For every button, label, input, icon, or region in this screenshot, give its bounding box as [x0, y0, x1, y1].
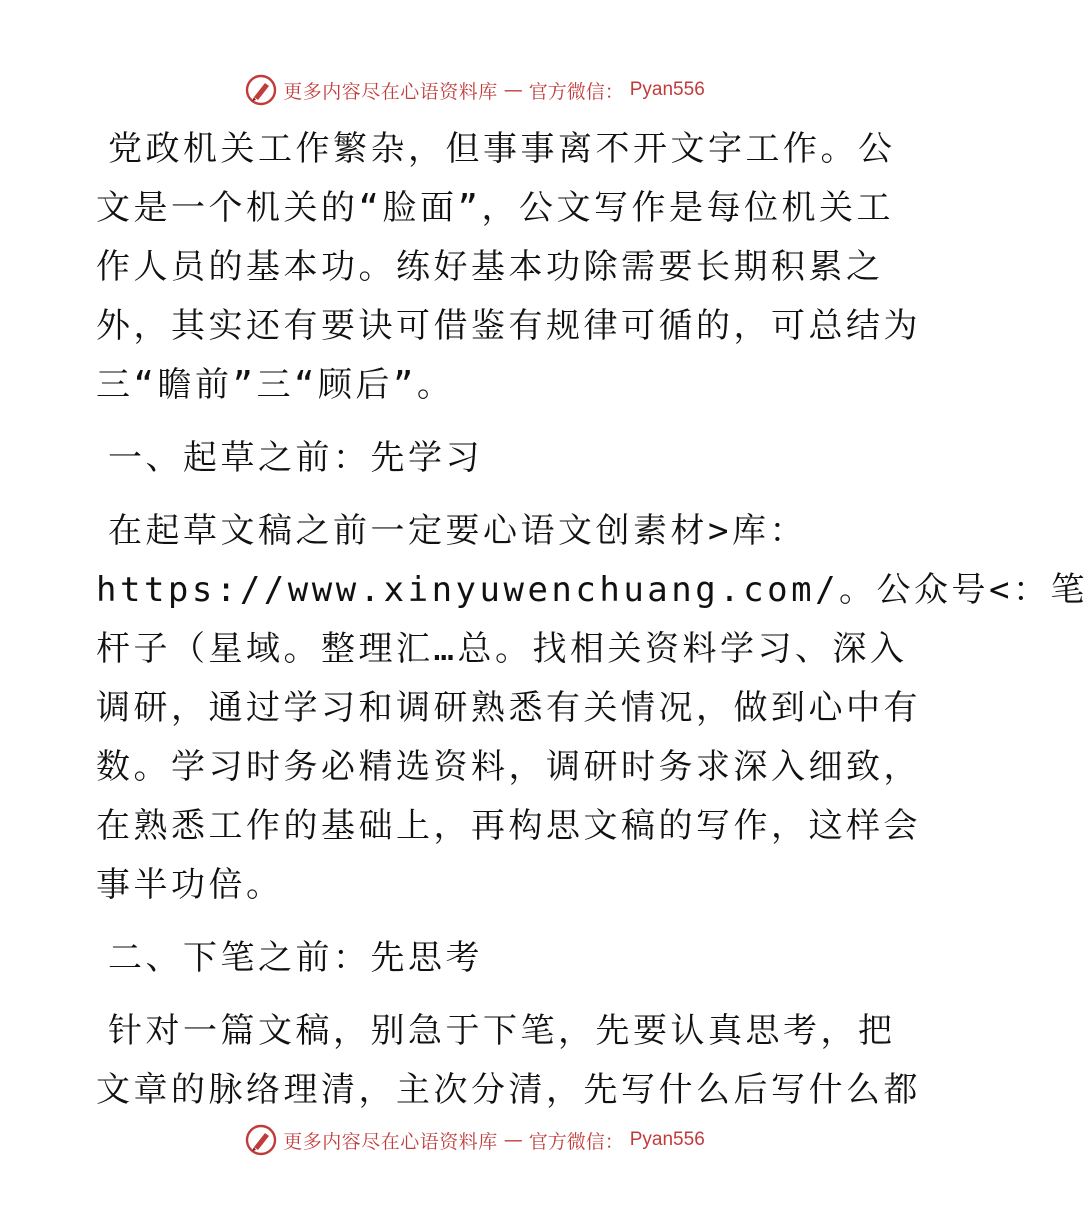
para2-line: 调研，通过学习和调研熟悉有关情况，做到心中有: [96, 688, 921, 728]
para1-line: 党政机关工作繁杂，但事事离不开文字工作。公: [108, 129, 896, 169]
para1-line: 作人员的基本功。练好基本功除需要长期积累之: [96, 247, 884, 287]
footer-text: 更多内容尽在心语资料库: [283, 1130, 498, 1153]
para3-line: 针对一篇文稿，别急于下笔，先要认真思考，把: [108, 1011, 896, 1051]
footer-wechat-id: Pyan556: [629, 1129, 705, 1150]
section-heading-2: 二、下笔之前：先思考: [108, 938, 483, 978]
para2-line: 在起草文稿之前一定要心语文创素材>库：: [108, 511, 807, 551]
header-wechat-id: Pyan556: [629, 79, 705, 100]
para1-line: 三“瞻前”三“顾后”。: [96, 365, 455, 405]
header-banner: [0, 73, 950, 107]
pen-logo-icon: [245, 1124, 277, 1156]
footer-dash: —: [503, 1129, 523, 1151]
pen-logo-icon: [245, 74, 277, 106]
section-heading-1: 一、起草之前：先学习: [108, 438, 483, 478]
para2-line: https://www.xinyuwenchuang.com/。公众号<：笔: [96, 570, 1088, 610]
header-dash: —: [503, 79, 523, 101]
para2-line: 在熟悉工作的基础上，再构思文稿的写作，这样会: [96, 806, 921, 846]
footer-wechat-label: 官方微信：: [528, 1130, 624, 1153]
para2-line: 事半功倍。: [96, 865, 284, 905]
para3-line: 文章的脉络理清，主次分清，先写什么后写什么都: [96, 1070, 921, 1110]
para2-line: 数。学习时务必精选资料，调研时务求深入细致，: [96, 747, 921, 787]
para2-line: 杆子（星域。整理汇…总。找相关资料学习、深入: [96, 629, 908, 669]
header-wechat-label: 官方微信：: [528, 80, 624, 103]
footer-banner: [0, 1123, 950, 1157]
header-text: 更多内容尽在心语资料库: [283, 80, 498, 103]
body-content: [96, 120, 1088, 1120]
para1-line: 外，其实还有要诀可借鉴有规律可循的，可总结为: [96, 306, 921, 346]
para1-line: 文是一个机关的“脸面”，公文写作是每位机关工: [96, 188, 894, 228]
